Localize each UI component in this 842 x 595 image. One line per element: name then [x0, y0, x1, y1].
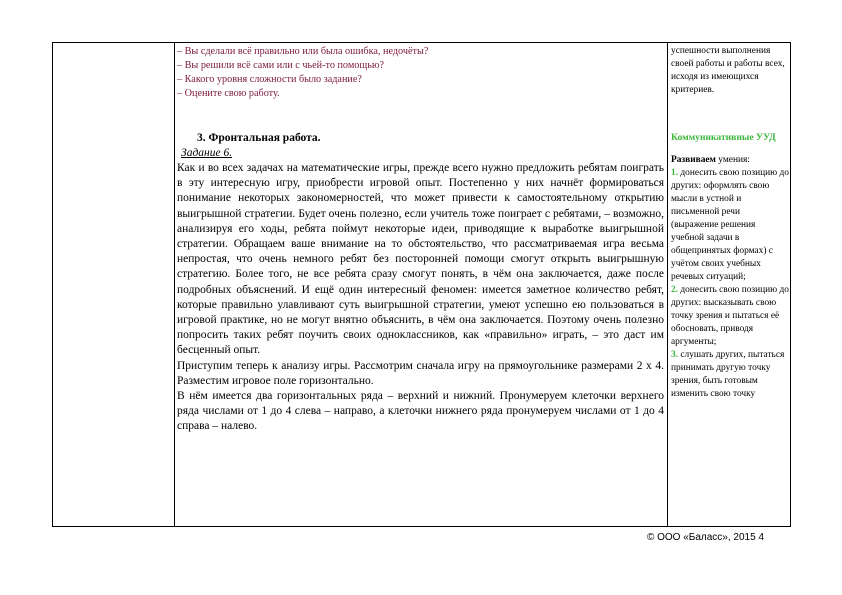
- skills-column: [671, 45, 789, 401]
- assessment-text: успешности выполнения своей работы и работы всех, исходя из имеющихся критериев.: [671, 46, 785, 95]
- skill-text: донесить свою позицию до других: оформлять свою мысли в устной и письменной речи (выражение решения учебной задачи в общепринятых формах) с учётом своих учебных речевых ситуаций;: [671, 168, 789, 282]
- skill-text: слушать других, пытаться принимать другую точку зрения, быть готовым изменить свою точку: [671, 350, 785, 399]
- column-divider-right: [667, 43, 668, 526]
- paragraph: Приступим теперь к анализу игры. Рассмотрим сначала игру на прямоугольнике размерами 2 x 4. Разместим игровое поле горизонтально.: [177, 359, 664, 387]
- paragraph: Как и во всех задачах на математические игры, прежде всего нужно предложить ребятам поиграть в эту интересную игру, приобрести игровой опыт. Постепенно у них начнёт формироваться понимание некоторых закономерностей, что может привести к самостоятельному открытию выигрышной стратегии. Будет очень полезно, если учитель тоже поиграет с ребятами, – возможно, анализируя его ходы, ребята поймут некоторые идеи, приводящие к выработке выигрышной стратегии. Обращаем ваше внимание на то обстоятельство, что рассматриваемая игра весьма непростая, что очень немного ребят без посторонней помощи смогут открыть выигрышную стратегию. Более того, не все ребята сразу смогут понять, в чём она заключается, даже после подробных объяснений. И ещё один интересный феномен: имеется заметное количество ребят, которые правильно улавливают суть выигрышной стратегии, умеют успешно ею пользоваться в игровой практике, но не могут внятно объяснить, в чём она заключается. Поэтому очень полезно попросить таких ребят поучить своих одноклассников, как «правильно» играть, – это даст им бесценный опыт.: [177, 162, 664, 357]
- skill-number: 2.: [671, 285, 679, 295]
- paragraph: В нём имеется два горизонтальных ряда – верхний и нижний. Пронумеруем клеточки верхнего ряда числами от 1 до 4 слева – направо, а клеточки нижнего ряда пронумеруем числами от 1 до 4 справа – налево.: [177, 390, 664, 433]
- skill-number: 3.: [671, 350, 679, 360]
- copyright-footer: © ООО «Баласс», 2015 4: [646, 532, 764, 543]
- content-column: [177, 45, 664, 435]
- develop-rest: умения:: [715, 155, 750, 165]
- develop-label: Развиваем: [671, 155, 716, 165]
- skills-heading: Коммуникативные УУД: [671, 132, 776, 143]
- reflection-question: – Вы сделали всё правильно или была ошибка, недочёты?: [177, 46, 429, 57]
- skill-item: [671, 167, 789, 284]
- reflection-question: – Какого уровня сложности было задание?: [177, 74, 362, 85]
- skill-item: [671, 349, 789, 401]
- section-title: 3. Фронтальная работа.: [197, 132, 321, 144]
- column-divider-left: [174, 43, 175, 526]
- task-label: Задание 6.: [181, 147, 233, 159]
- lesson-table: [52, 42, 791, 527]
- reflection-question: – Оцените свою работу.: [177, 88, 280, 99]
- skill-text: донесить свою позицию до других: высказывать свою точку зрения и пытаться её обосновать, приводя аргументы;: [671, 285, 789, 347]
- skill-number: 1.: [671, 168, 679, 178]
- reflection-question: – Вы решили всё сами или с чьей-то помощью?: [177, 60, 384, 71]
- skill-item: [671, 284, 789, 349]
- develop-line: [671, 154, 789, 167]
